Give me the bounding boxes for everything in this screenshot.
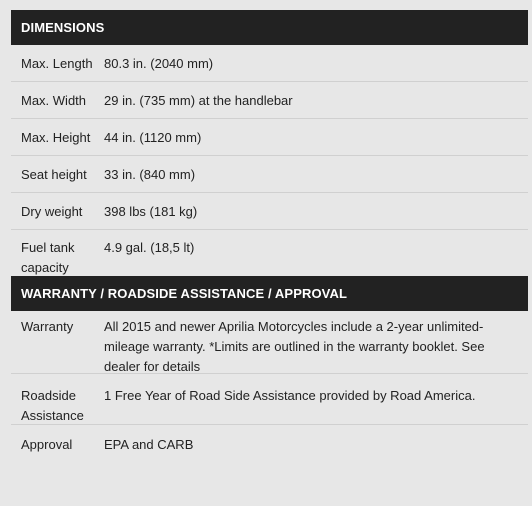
- spec-row-max-width: [11, 82, 528, 119]
- section-header-dimensions: DIMENSIONS: [11, 10, 528, 45]
- spec-value: 33 in. (840 mm): [104, 167, 196, 182]
- spec-label: Max. Width: [21, 93, 87, 108]
- spec-row-fuel-tank: [11, 230, 528, 276]
- spec-value: EPA and CARB: [104, 437, 194, 452]
- spec-label: Warranty: [21, 319, 74, 334]
- spec-label: Max. Height: [21, 130, 91, 145]
- spec-row-dry-weight: [11, 193, 528, 230]
- dimensions-list: [11, 45, 528, 276]
- section-header-warranty: WARRANTY / ROADSIDE ASSISTANCE / APPROVAL: [11, 276, 528, 311]
- spec-table: [11, 10, 528, 506]
- spec-label: Roadside Assistance: [21, 388, 84, 423]
- spec-label: Approval: [21, 437, 73, 452]
- spec-row-approval: [11, 425, 528, 463]
- spec-row-warranty: [11, 311, 528, 374]
- spec-value: All 2015 and newer Aprilia Motorcycles include a 2-year unlimited-mileage warranty. *Limits are outlined in the warranty booklet. See dealer for details: [104, 319, 485, 374]
- spec-value: 4.9 gal. (18,5 lt): [104, 240, 195, 255]
- spec-label: Dry weight: [21, 204, 83, 219]
- spec-label: Fuel tank capacity: [21, 240, 75, 275]
- spec-value: 80.3 in. (2040 mm): [104, 56, 214, 71]
- warranty-list: [11, 311, 528, 463]
- spec-value: 1 Free Year of Road Side Assistance provided by Road America.: [104, 388, 476, 403]
- spec-value: 29 in. (735 mm) at the handlebar: [104, 93, 293, 108]
- spec-row-seat-height: [11, 156, 528, 193]
- spec-row-max-length: [11, 45, 528, 82]
- spec-label: Max. Length: [21, 56, 93, 71]
- spec-label: Seat height: [21, 167, 87, 182]
- spec-row-max-height: [11, 119, 528, 156]
- spec-row-roadside: [11, 374, 528, 425]
- spec-value: 398 lbs (181 kg): [104, 204, 198, 219]
- spec-value: 44 in. (1120 mm): [104, 130, 202, 145]
